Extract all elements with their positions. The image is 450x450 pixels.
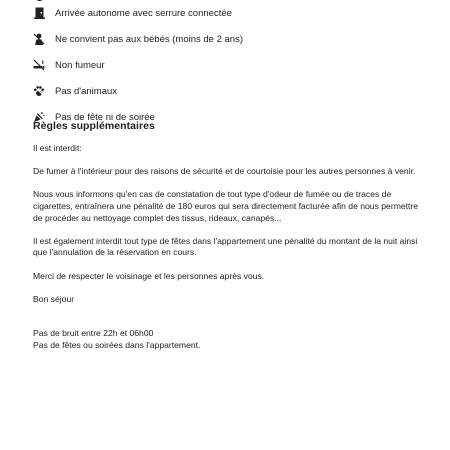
rule-item-no-babies [33, 26, 433, 52]
additional-rules-heading: Règles supplémentaires [33, 120, 155, 132]
door-lock-icon [33, 7, 45, 19]
rules-paragraph-noise [33, 328, 423, 351]
rule-label: Ne convient pas aux bébés (moins de 2 ans) [55, 33, 243, 45]
rules-paragraph-parties: Il est également interdit tout type de fêtes dans l'appartement une pénalité du montant de la nuit ainsi que l'annulation de la réservation en cours. [33, 235, 418, 258]
rule-label: Pas d'animaux [55, 85, 118, 97]
rules-intro: Il est interdit: [33, 143, 82, 153]
rules-paragraph-goodbye: Bon séjour [33, 293, 75, 304]
rule-item-no-pets [33, 78, 433, 104]
rules-paragraph-penalty: Nous vous informons qu'en cas de constatation de tout type d'odeur de fumée ou de traces de cigarettes, entraînera une pénalité de 180 euros qui sera directement facturée afin de nous permettre de procéder au nettoyage complet des tissus, rideaux, canapés... [33, 189, 419, 223]
rule-item-self-checkin [33, 0, 433, 26]
clock-icon [33, 0, 45, 2]
rule-label: Pas de fête ni de soirée [55, 111, 155, 123]
no-smoking-icon [33, 59, 45, 71]
baby-icon [33, 33, 45, 45]
rules-paragraph-neighbours: Merci de respecter le voisinage et les personnes après vous. [33, 270, 265, 281]
rules-paragraph-smoking: De fumer à l'intérieur pour des raisons de sécurité et de courtoisie pour les autres personnes à venir. [33, 166, 416, 177]
rule-label: Non fumeur [55, 59, 105, 71]
paw-icon [33, 85, 45, 97]
house-rules-list [33, 0, 433, 130]
additional-rules-section [33, 120, 423, 363]
rule-item-no-smoking [33, 52, 433, 78]
rule-label: Arrivée autonome avec serrure connectée [55, 7, 232, 19]
noise-rule-line: Pas de bruit entre 22h et 06h00 [33, 328, 154, 339]
party-rule-line: Pas de fêtes ou soirées dans l'appartement. [33, 339, 201, 350]
